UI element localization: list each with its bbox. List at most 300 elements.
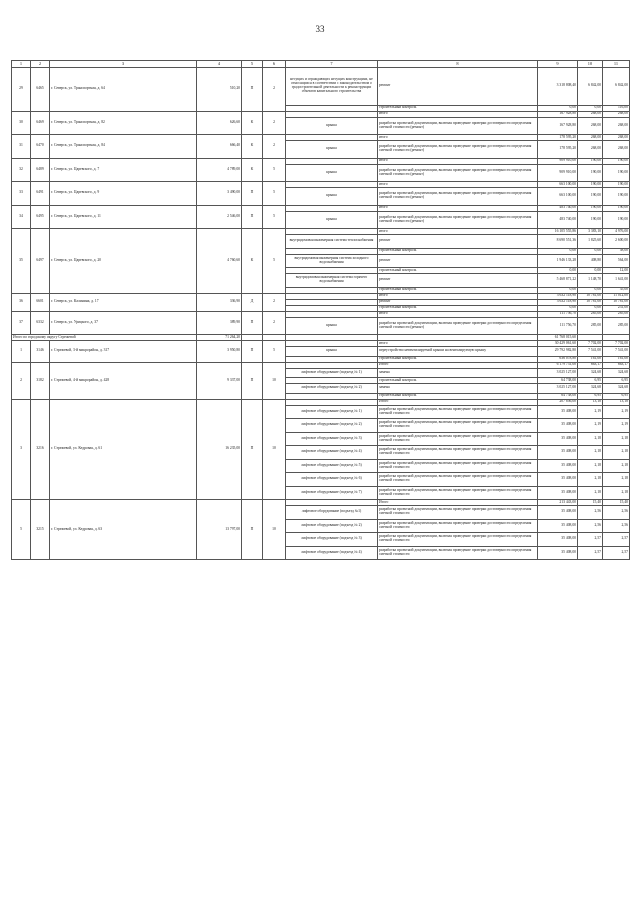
work-type: разработка проектной документации, включая проведение проверки достоверности определения сметной стоимости (ремонт): [378, 317, 538, 335]
work-cost: 178 595,20: [538, 141, 578, 159]
work-type: строительный контроль: [378, 287, 538, 293]
work-element: крыша: [286, 347, 378, 357]
cost-per-sqm: 1 148,70: [578, 274, 603, 288]
work-element: лифтовое оборудование (подъезд № 7): [286, 486, 378, 500]
max-cost-per-sqm: 564,00: [603, 254, 630, 268]
work-cost: 35 408,00: [538, 419, 578, 433]
cost-per-sqm: 7 541,00: [578, 347, 603, 357]
house-address: г. Северск, ул. Транспортная, д. 84: [50, 135, 197, 159]
cost-per-sqm: 2,57: [578, 533, 603, 547]
work-cost: 0,00: [538, 268, 578, 274]
cost-per-sqm: 3 383,10: [578, 229, 603, 235]
register-table: [11, 60, 630, 560]
work-type: разработка проектной документации, включая проведение проверки достоверности определения сметной стоимости (ремонт): [378, 188, 538, 206]
work-cost: 636 078,80: [538, 356, 578, 362]
work-element: лифтовое оборудование (подъезд № 6): [286, 473, 378, 487]
column-number-row: [12, 61, 630, 68]
work-cost: 35 408,00: [538, 446, 578, 460]
work-cost: 5 468 871,22: [538, 274, 578, 288]
floor-count: 10: [263, 500, 286, 560]
page-number: 33: [315, 24, 325, 34]
floor-count: 5: [263, 182, 286, 206]
cost-per-sqm: 0,00: [578, 305, 603, 311]
house-id: 6332: [31, 311, 50, 335]
row-number: 5: [12, 500, 31, 560]
max-cost-per-sqm: 2 600,00: [603, 235, 630, 249]
house-area: 16 235,00: [197, 399, 242, 500]
work-element: внутридомовая инженерная система горячего водоснабжения: [286, 274, 378, 288]
house-id: 6469: [31, 111, 50, 135]
max-cost-per-sqm: 13,18: [603, 399, 630, 405]
max-cost-per-sqm: 2,19: [603, 419, 630, 433]
work-cost: 3 318 808,40: [538, 68, 578, 106]
max-cost-per-sqm: 190,00: [603, 182, 630, 188]
work-type: строительный контроль: [378, 305, 538, 311]
work-element: крыша: [286, 317, 378, 335]
work-type: ремонт: [378, 235, 538, 249]
column-number: 2: [31, 61, 50, 68]
row-number: 32: [12, 158, 31, 182]
work-type: итого: [378, 135, 538, 141]
cost-per-sqm: 6 842,00: [578, 68, 603, 106]
work-type: разработка проектной документации, включая проведение проверки достоверности определения сметной стоимости: [378, 405, 538, 419]
max-cost-per-sqm: 324,68: [603, 368, 630, 378]
work-type: замена: [378, 368, 538, 378]
cost-per-sqm: 2,18: [578, 486, 603, 500]
work-cost: 35 408,00: [538, 473, 578, 487]
work-cost: 29 792 982,80: [538, 347, 578, 357]
row-number: 35: [12, 229, 31, 294]
max-cost-per-sqm: 58,00: [603, 248, 630, 254]
work-cost: 35 408,00: [538, 432, 578, 446]
max-cost-per-sqm: 161,00: [603, 356, 630, 362]
work-cost: 207 856,00: [538, 399, 578, 405]
work-type: разработка проектной документации, включая проведение проверки достоверности определения сметной стоимости (ремонт): [378, 211, 538, 229]
max-cost-per-sqm: 663,17: [603, 362, 630, 368]
house-area: 510,20: [197, 68, 242, 112]
work-element: внутридомовая инженерная система теплоснабжения: [286, 235, 378, 249]
house-id: 3215: [31, 500, 50, 560]
max-cost-per-sqm: 190,00: [603, 205, 630, 211]
cost-per-sqm: 268,00: [578, 135, 603, 141]
work-type: строительный контроль: [378, 248, 538, 254]
work-cost: 0,00: [538, 305, 578, 311]
cost-per-sqm: 285,00: [578, 317, 603, 335]
house-area: 4 789,00: [197, 158, 242, 182]
table-row: [12, 68, 630, 106]
house-address: г. Стрежевой, ул. Кедровая, д. 61: [50, 399, 197, 500]
cost-per-sqm: 2,19: [578, 419, 603, 433]
wall-material: К: [242, 229, 263, 294]
cost-per-sqm: 15,40: [578, 500, 603, 506]
column-number: 9: [538, 61, 578, 68]
work-type: разработка проектной документации, включая проведение проверки достоверности определения сметной стоимости: [378, 432, 538, 446]
house-address: г. Стрежевой, 3-й микрорайон, д. 317: [50, 341, 197, 363]
cost-per-sqm: 0,00: [578, 105, 603, 111]
max-cost-per-sqm: 116,00: [603, 105, 630, 111]
work-type: замена: [378, 384, 538, 394]
work-cost: 64 738,00: [538, 393, 578, 399]
cost-per-sqm: 2,18: [578, 432, 603, 446]
work-cost: 178 595,20: [538, 135, 578, 141]
max-cost-per-sqm: 6,95: [603, 378, 630, 384]
column-number: 10: [578, 61, 603, 68]
column-number: 4: [197, 61, 242, 68]
column-number: 7: [286, 61, 378, 68]
work-type: строительный контроль: [378, 378, 538, 384]
max-cost-per-sqm: 7 702,00: [603, 341, 630, 347]
house-address: г. Северск, ул. Урицкого, д. 37: [50, 311, 197, 335]
wall-material: П: [242, 68, 263, 112]
work-element: лифтовое оборудование (подъезд № 1): [286, 405, 378, 419]
cost-per-sqm: 190,00: [578, 182, 603, 188]
floor-count: 2: [263, 111, 286, 135]
max-cost-per-sqm: 2,18: [603, 446, 630, 460]
work-type: Итого: [378, 362, 538, 368]
max-cost-per-sqm: 2,18: [603, 432, 630, 446]
house-id: 6491: [31, 182, 50, 206]
work-element: лифтовое оборудование (подъезд № 2): [286, 519, 378, 533]
wall-material: П: [242, 205, 263, 229]
work-cost: 483 740,00: [538, 211, 578, 229]
max-cost-per-sqm: 190,00: [603, 188, 630, 206]
max-cost-per-sqm: 2,18: [603, 486, 630, 500]
cost-per-sqm: 408,80: [578, 254, 603, 268]
max-cost-per-sqm: 2,19: [603, 405, 630, 419]
work-cost: 16 105 555,86: [538, 229, 578, 235]
work-element: крыша: [286, 117, 378, 135]
max-cost-per-sqm: 2,57: [603, 533, 630, 547]
work-cost: 167 928,80: [538, 111, 578, 117]
cost-per-sqm: 0,00: [578, 268, 603, 274]
cost-per-sqm: 7 702,00: [578, 341, 603, 347]
house-id: 6497: [31, 229, 50, 294]
work-type: итого: [378, 158, 538, 164]
row-number: 3: [12, 399, 31, 500]
house-area: 2 546,00: [197, 205, 242, 229]
max-cost-per-sqm: 1 641,00: [603, 274, 630, 288]
work-cost: 35 408,00: [538, 486, 578, 500]
house-area: 13 797,00: [197, 500, 242, 560]
max-cost-per-sqm: 2,18: [603, 459, 630, 473]
house-address: г. Северск, ул. Транспортная, д. 82: [50, 111, 197, 135]
wall-material: К: [242, 158, 263, 182]
work-cost: 35 408,00: [538, 405, 578, 419]
cost-per-sqm: 2,19: [578, 405, 603, 419]
max-cost-per-sqm: 268,00: [603, 117, 630, 135]
subtotal-label: Итого по городскому округу Стрежевой: [12, 335, 197, 341]
floor-count: 2: [263, 293, 286, 311]
max-cost-per-sqm: 2,56: [603, 519, 630, 533]
work-cost: 111 756,70: [538, 317, 578, 335]
house-area: 336,90: [197, 293, 242, 311]
cost-per-sqm: 10 781,00: [578, 299, 603, 305]
work-type: разработка проектной документации, включая проведение проверки достоверности определения сметной стоимости (ремонт): [378, 141, 538, 159]
wall-material: П: [242, 399, 263, 500]
work-cost: 64 738,00: [538, 378, 578, 384]
work-type: строительный контроль: [378, 105, 538, 111]
subtotal-area: 71 264,20: [197, 335, 242, 341]
cost-per-sqm: 190,00: [578, 164, 603, 182]
work-cost: 35 408,00: [538, 546, 578, 560]
subtotal-cost: 61 768 015,60: [538, 335, 578, 341]
row-number: 37: [12, 311, 31, 335]
work-type: разработка проектной документации, включая проведение проверки достоверности определения сметной стоимости (ремонт): [378, 164, 538, 182]
cost-per-sqm: 0,00: [578, 248, 603, 254]
max-cost-per-sqm: 15,40: [603, 500, 630, 506]
work-element: крыша: [286, 211, 378, 229]
work-type: итого: [378, 229, 538, 235]
cost-per-sqm: 2,56: [578, 506, 603, 520]
column-number: 1: [12, 61, 31, 68]
house-address: г. Северск, ул. Царевского, д. 7: [50, 158, 197, 182]
cost-per-sqm: 2,18: [578, 446, 603, 460]
work-cost: 167 928,80: [538, 117, 578, 135]
work-element: лифтовое оборудование (подъезд № 2): [286, 384, 378, 394]
floor-count: 2: [263, 68, 286, 112]
max-cost-per-sqm: 10 781,00: [603, 299, 630, 305]
cost-per-sqm: 10 781,00: [578, 293, 603, 299]
house-address: г. Северск, ул. Царевского, д. 11: [50, 205, 197, 229]
wall-material: Д: [242, 293, 263, 311]
column-number: 3: [50, 61, 197, 68]
house-address: г. Северск, ул. Транспортная, д. 64: [50, 68, 197, 112]
work-type: разработка проектной документации, включая проведение проверки достоверности определения сметной стоимости: [378, 419, 538, 433]
cost-per-sqm: 0,00: [578, 287, 603, 293]
max-cost-per-sqm: 285,00: [603, 311, 630, 317]
work-type: разработка проектной документации, включая проведение проверки достоверности определения сметной стоимости (ремонт): [378, 117, 538, 135]
max-cost-per-sqm: 7 541,00: [603, 347, 630, 357]
floor-count: 10: [263, 362, 286, 399]
work-cost: 3 025 127,00: [538, 368, 578, 378]
work-element: лифтовое оборудование (подъезд № 4): [286, 546, 378, 560]
work-type: разработка проектной документации, включая проведение проверки достоверности определения сметной стоимости: [378, 533, 538, 547]
cost-per-sqm: 2,18: [578, 473, 603, 487]
wall-material: К: [242, 135, 263, 159]
row-number: 2: [12, 362, 31, 399]
work-element: лифтовое оборудование (подъезд №1): [286, 506, 378, 520]
work-type: строительный контроль: [378, 393, 538, 399]
max-cost-per-sqm: 190,00: [603, 164, 630, 182]
work-type: разработка проектной документации, включая проведение проверки достоверности определения сметной стоимости: [378, 446, 538, 460]
work-element: крыша: [286, 164, 378, 182]
work-element: внутридомовая инженерная система холодного водоснабжения: [286, 254, 378, 268]
wall-material: П: [242, 362, 263, 399]
house-id: 3182: [31, 362, 50, 399]
house-id: 6470: [31, 135, 50, 159]
house-address: г. Северск, ул. Царевского, д. 20: [50, 229, 197, 294]
work-cost: 483 740,00: [538, 205, 578, 211]
work-type: строительный контроль: [378, 356, 538, 362]
max-cost-per-sqm: 268,00: [603, 141, 630, 159]
work-element: несущих и ограждающих несущих конструкциях, не относящихся в соответствии с законодательством о градостроительной деятельности к реконструкции объектов капитального строительства: [286, 68, 378, 106]
row-number: 34: [12, 205, 31, 229]
work-cost: 35 408,00: [538, 519, 578, 533]
max-cost-per-sqm: 324,68: [603, 384, 630, 394]
max-cost-per-sqm: 2,56: [603, 506, 630, 520]
house-address: г. Стрежевой, ул. Кедровая, д. 63: [50, 500, 197, 560]
max-cost-per-sqm: 190,00: [603, 211, 630, 229]
cost-per-sqm: 6,95: [578, 393, 603, 399]
work-type: разработка проектной документации, включая проведение проверки достоверности определения сметной стоимости: [378, 459, 538, 473]
house-id: 3146: [31, 341, 50, 363]
max-cost-per-sqm: 231,00: [603, 305, 630, 311]
wall-material: П: [242, 341, 263, 363]
work-cost: 0,00: [538, 105, 578, 111]
floor-count: 5: [263, 205, 286, 229]
work-cost: 0,00: [538, 287, 578, 293]
row-number: 33: [12, 182, 31, 206]
cost-per-sqm: 663,17: [578, 362, 603, 368]
house-area: 389,90: [197, 311, 242, 335]
work-element: лифтовое оборудование (подъезд № 4): [286, 446, 378, 460]
work-type: итого: [378, 205, 538, 211]
column-number: 8: [378, 61, 538, 68]
max-cost-per-sqm: 6,95: [603, 393, 630, 399]
work-element: лифтовое оборудование (подъезд № 3): [286, 533, 378, 547]
max-cost-per-sqm: 268,00: [603, 111, 630, 117]
max-cost-per-sqm: 2,18: [603, 473, 630, 487]
cost-per-sqm: 190,00: [578, 205, 603, 211]
work-type: итого: [378, 293, 538, 299]
cost-per-sqm: 2,18: [578, 459, 603, 473]
max-cost-per-sqm: 6 842,00: [603, 68, 630, 106]
work-element: лифтовое оборудование (подъезд № 2): [286, 419, 378, 433]
max-cost-per-sqm: 190,00: [603, 158, 630, 164]
house-area: 3 950,80: [197, 341, 242, 363]
cost-per-sqm: 324,68: [578, 368, 603, 378]
column-number: 6: [263, 61, 286, 68]
house-address: г. Северск, ул. Царевского, д. 9: [50, 182, 197, 206]
floor-count: 2: [263, 135, 286, 159]
row-number: 31: [12, 135, 31, 159]
work-type: разработка проектной документации, включая проведение проверки достоверности определения сметной стоимости: [378, 506, 538, 520]
row-number: 1: [12, 341, 31, 363]
cost-per-sqm: 1 825,60: [578, 235, 603, 249]
floor-count: 2: [263, 311, 286, 335]
work-cost: 6 179 731,00: [538, 362, 578, 368]
house-area: 4 760,60: [197, 229, 242, 294]
house-id: 6465: [31, 68, 50, 112]
work-type: ремонт: [378, 68, 538, 106]
work-cost: 3 632 118,90: [538, 293, 578, 299]
cost-per-sqm: 268,00: [578, 117, 603, 135]
max-cost-per-sqm: 285,00: [603, 317, 630, 335]
cost-per-sqm: 190,00: [578, 211, 603, 229]
work-element: крыша: [286, 188, 378, 206]
work-type: ремонт: [378, 254, 538, 268]
house-id: 6601: [31, 293, 50, 311]
work-cost: 663 100,00: [538, 182, 578, 188]
row-number: 36: [12, 293, 31, 311]
work-cost: 35 408,00: [538, 506, 578, 520]
work-cost: 213 443,00: [538, 500, 578, 506]
row-number: 30: [12, 111, 31, 135]
work-type: строительный контроль: [378, 268, 538, 274]
work-cost: 3 632 118,90: [538, 299, 578, 305]
work-element: лифтовое оборудование (подъезд № 1): [286, 368, 378, 378]
max-cost-per-sqm: 268,00: [603, 135, 630, 141]
wall-material: П: [242, 500, 263, 560]
work-type: итого: [378, 311, 538, 317]
work-element: лифтовое оборудование (подъезд № 5): [286, 459, 378, 473]
floor-count: 5: [263, 341, 286, 363]
floor-count: 5: [263, 158, 286, 182]
work-cost: 663 100,00: [538, 188, 578, 206]
house-area: 626,60: [197, 111, 242, 135]
column-number: 11: [603, 61, 630, 68]
work-element: лифтовое оборудование (подъезд № 3): [286, 432, 378, 446]
work-type: итого: [378, 182, 538, 188]
work-cost: 30 429 061,60: [538, 341, 578, 347]
work-type: Итого: [378, 500, 538, 506]
work-type: ремонт: [378, 274, 538, 288]
max-cost-per-sqm: 35,00: [603, 287, 630, 293]
column-number: 5: [242, 61, 263, 68]
work-type: разработка проектной документации, включая проведение проверки достоверности определения сметной стоимости: [378, 546, 538, 560]
work-cost: 111 756,70: [538, 311, 578, 317]
cost-per-sqm: 2,57: [578, 546, 603, 560]
work-type: разработка проектной документации, включая проведение проверки достоверности определения сметной стоимости: [378, 519, 538, 533]
max-cost-per-sqm: 11 012,00: [603, 293, 630, 299]
cost-per-sqm: 268,00: [578, 141, 603, 159]
house-address: г. Северск, ул. Калинина, д. 17: [50, 293, 197, 311]
work-cost: 1 946 133,28: [538, 254, 578, 268]
work-type: итого: [378, 341, 538, 347]
work-type: разработка проектной документации, включая проведение проверки достоверности определения сметной стоимости: [378, 473, 538, 487]
house-area: 3 490,00: [197, 182, 242, 206]
work-cost: 909 910,00: [538, 164, 578, 182]
work-cost: 8 690 551,36: [538, 235, 578, 249]
cost-per-sqm: 268,00: [578, 111, 603, 117]
house-area: 666,40: [197, 135, 242, 159]
work-type: переустройство невентилируемой крыши на вентилируемую крышу: [378, 347, 538, 357]
work-type: итого: [378, 111, 538, 117]
house-id: 3216: [31, 399, 50, 500]
max-cost-per-sqm: 12,00: [603, 268, 630, 274]
house-area: 9 337,00: [197, 362, 242, 399]
work-cost: 3 025 127,00: [538, 384, 578, 394]
work-cost: 909 910,00: [538, 158, 578, 164]
wall-material: П: [242, 182, 263, 206]
max-cost-per-sqm: 4 976,00: [603, 229, 630, 235]
wall-material: К: [242, 111, 263, 135]
cost-per-sqm: 13,18: [578, 399, 603, 405]
work-cost: 35 408,00: [538, 459, 578, 473]
cost-per-sqm: 6,95: [578, 378, 603, 384]
floor-count: 10: [263, 399, 286, 500]
work-type: Итого: [378, 399, 538, 405]
work-type: разработка проектной документации, включая проведение проверки достоверности определения сметной стоимости: [378, 486, 538, 500]
row-number: 29: [12, 68, 31, 112]
house-id: 6495: [31, 205, 50, 229]
house-id: 6489: [31, 158, 50, 182]
cost-per-sqm: 285,00: [578, 311, 603, 317]
cost-per-sqm: 161,00: [578, 356, 603, 362]
work-cost: 0,00: [538, 248, 578, 254]
work-cost: 35 408,00: [538, 533, 578, 547]
floor-count: 5: [263, 229, 286, 294]
cost-per-sqm: 190,00: [578, 158, 603, 164]
work-type: ремонт: [378, 299, 538, 305]
cost-per-sqm: 324,68: [578, 384, 603, 394]
cost-per-sqm: 190,00: [578, 188, 603, 206]
max-cost-per-sqm: 2,57: [603, 546, 630, 560]
cost-per-sqm: 2,56: [578, 519, 603, 533]
house-address: г. Стрежевой, 4-й микрорайон, д. 428: [50, 362, 197, 399]
work-element: крыша: [286, 141, 378, 159]
wall-material: П: [242, 311, 263, 335]
